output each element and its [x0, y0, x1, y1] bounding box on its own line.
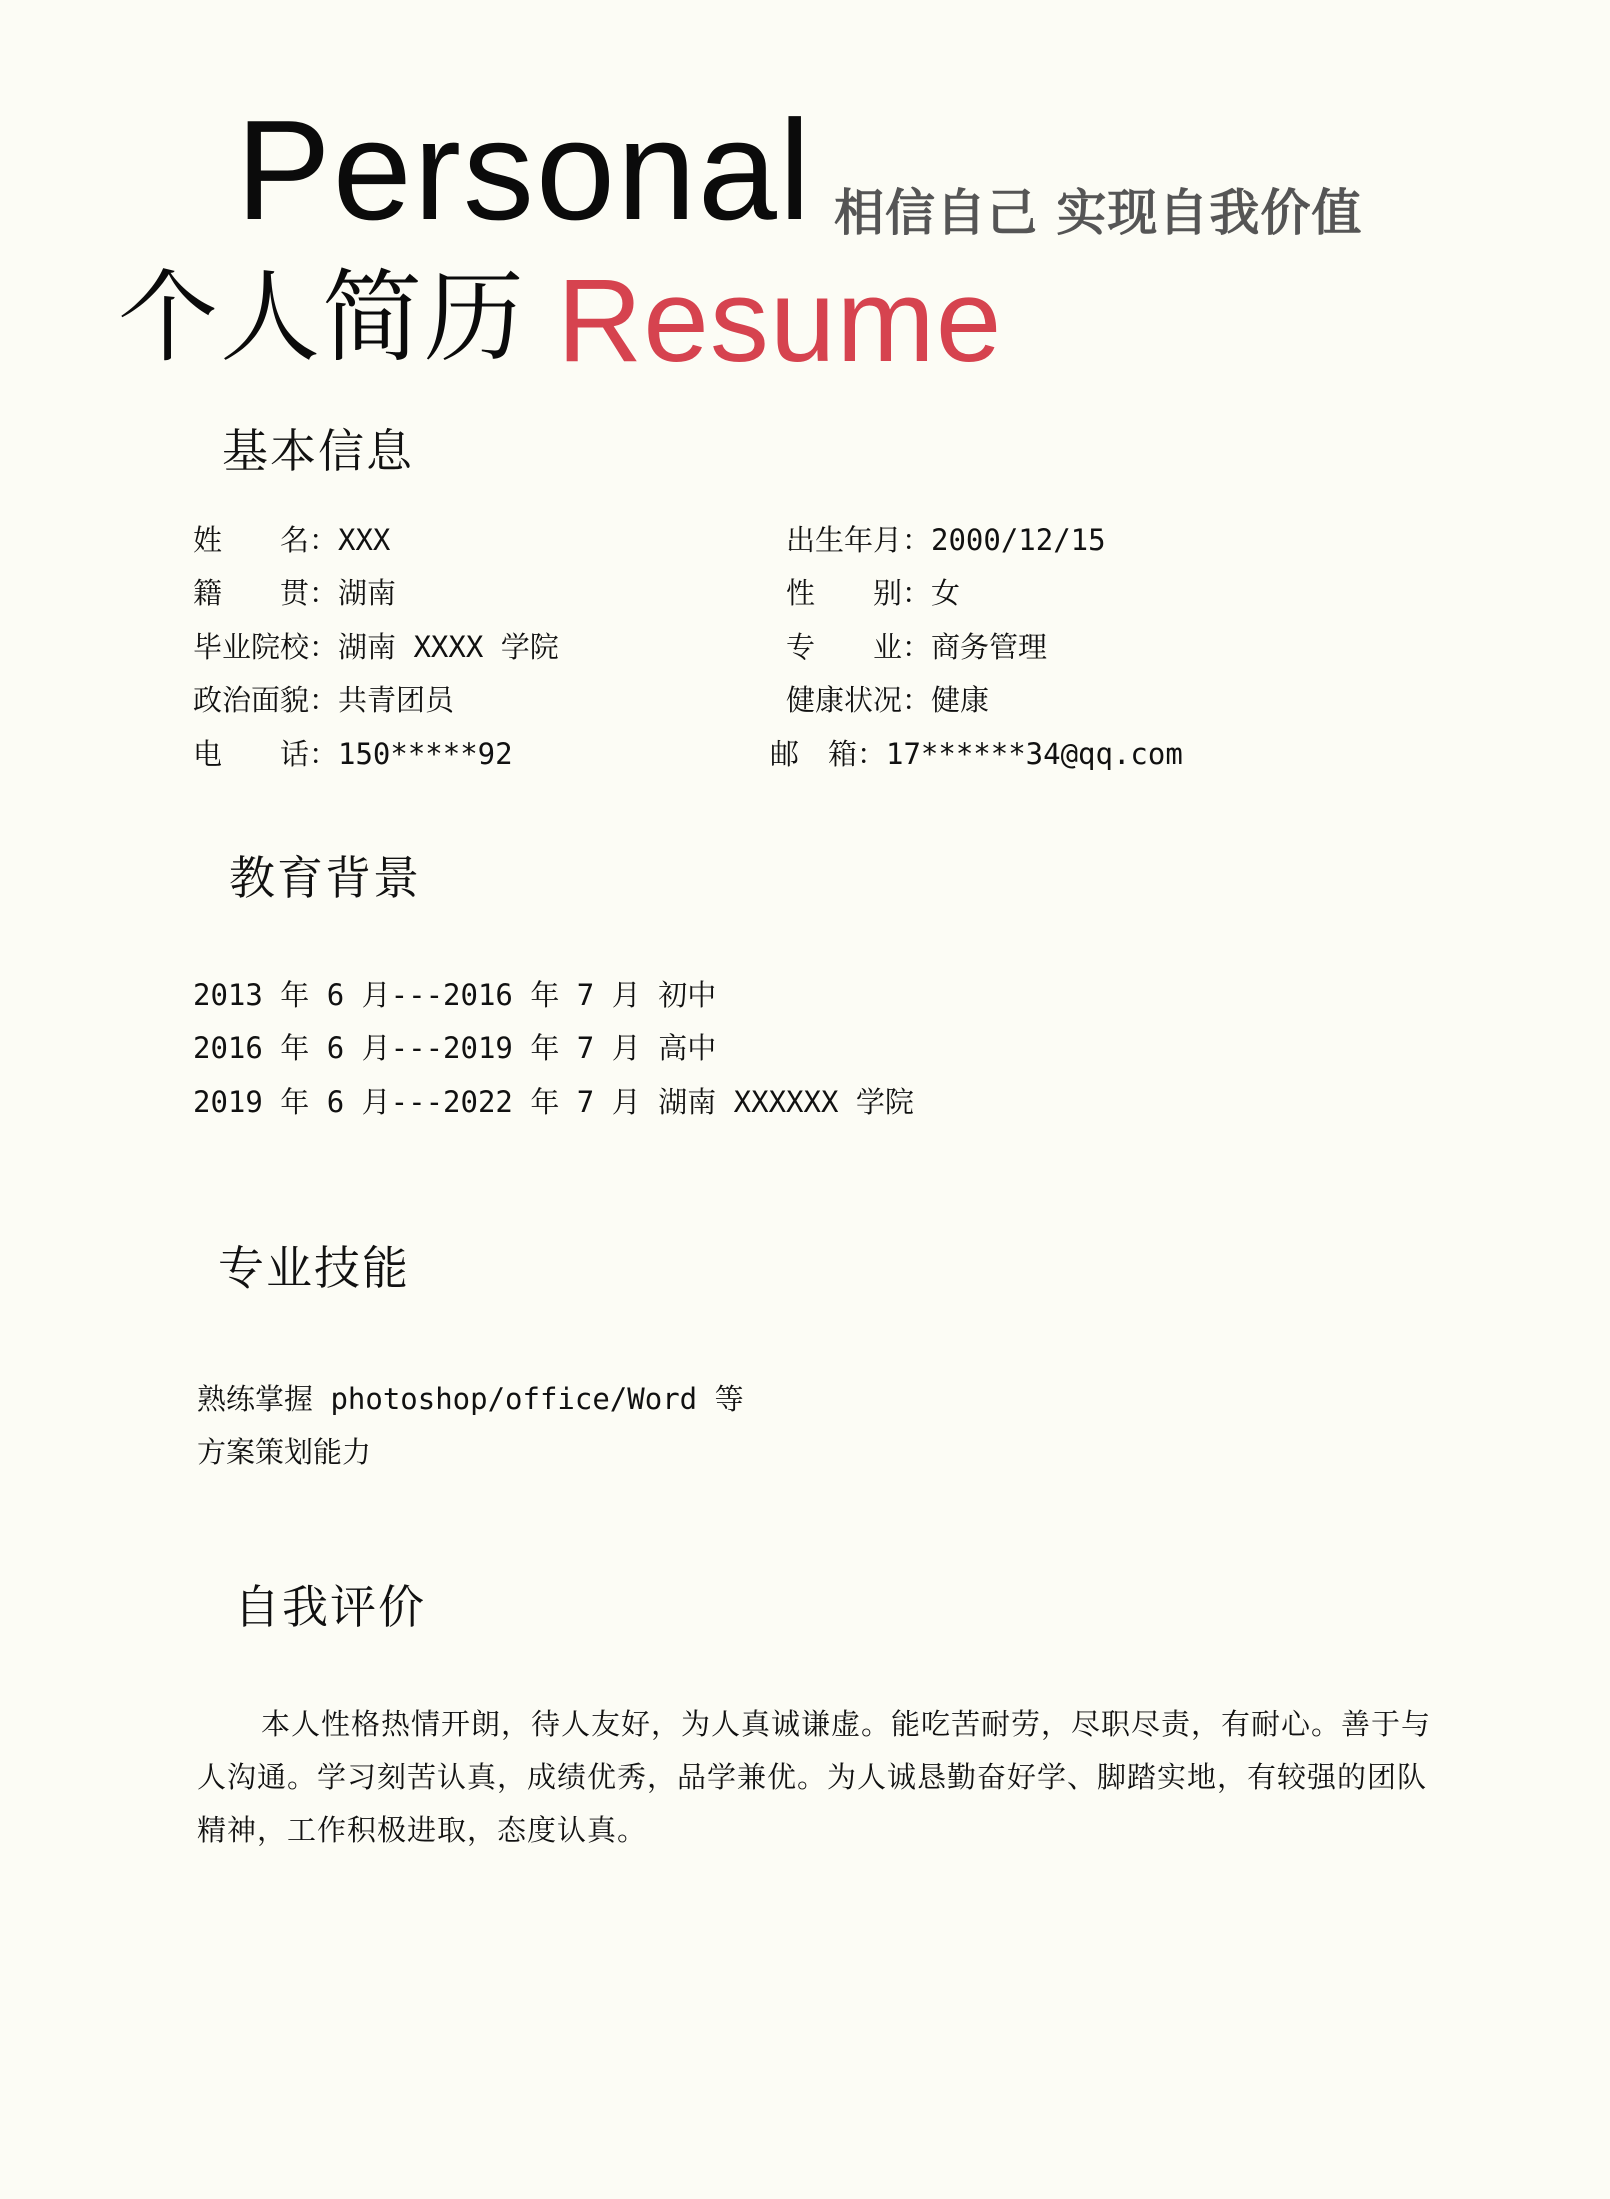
title-resume: Resume	[557, 255, 1003, 387]
slogan: 相信自己 实现自我价值	[834, 184, 1363, 242]
info-left-political: 政治面貌：共青团员	[193, 683, 455, 717]
info-left-phone: 电 话：150*****92	[193, 737, 513, 771]
education-item: 2013 年 6 月---2016 年 7 月 初中	[193, 978, 717, 1012]
info-right-major: 专 业：商务管理	[786, 630, 1048, 664]
section-heading-self-evaluation: 自我评价	[234, 1580, 426, 1634]
info-right-email: 邮 箱：17******34@qq.com	[770, 737, 1183, 771]
info-left-name: 姓 名：XXX	[193, 523, 391, 557]
info-right-birth: 出生年月：2000/12/15	[786, 523, 1106, 557]
section-heading-basic-info: 基本信息	[222, 424, 414, 478]
info-right-gender: 性 别：女	[786, 576, 961, 610]
info-right-health: 健康状况：健康	[786, 683, 990, 717]
info-left-school: 毕业院校：湖南 XXXX 学院	[193, 630, 559, 664]
info-left-hometown: 籍 贯：湖南	[193, 576, 397, 610]
education-item: 2016 年 6 月---2019 年 7 月 高中	[193, 1031, 717, 1065]
section-heading-skills: 专业技能	[218, 1241, 410, 1295]
self-evaluation-text: 本人性格热情开朗，待人友好，为人真诚谦虚。能吃苦耐劳，尽职尽责，有耐心。善于与人沟通。学习刻苦认真，成绩优秀，品学兼优。为人诚恳勤奋好学、脚踏实地，有较强的团队精神，工作积极进取，态度认真。	[197, 1707, 1432, 1847]
section-heading-education: 教育背景	[229, 851, 421, 905]
skill-item: 方案策划能力	[197, 1435, 372, 1469]
title-chinese: 个人简历	[118, 259, 526, 376]
education-item: 2019 年 6 月---2022 年 7 月 湖南 XXXXXX 学院	[193, 1085, 914, 1119]
skill-item: 熟练掌握 photoshop/office/Word 等	[197, 1382, 744, 1416]
title-personal: Personal	[236, 91, 813, 250]
